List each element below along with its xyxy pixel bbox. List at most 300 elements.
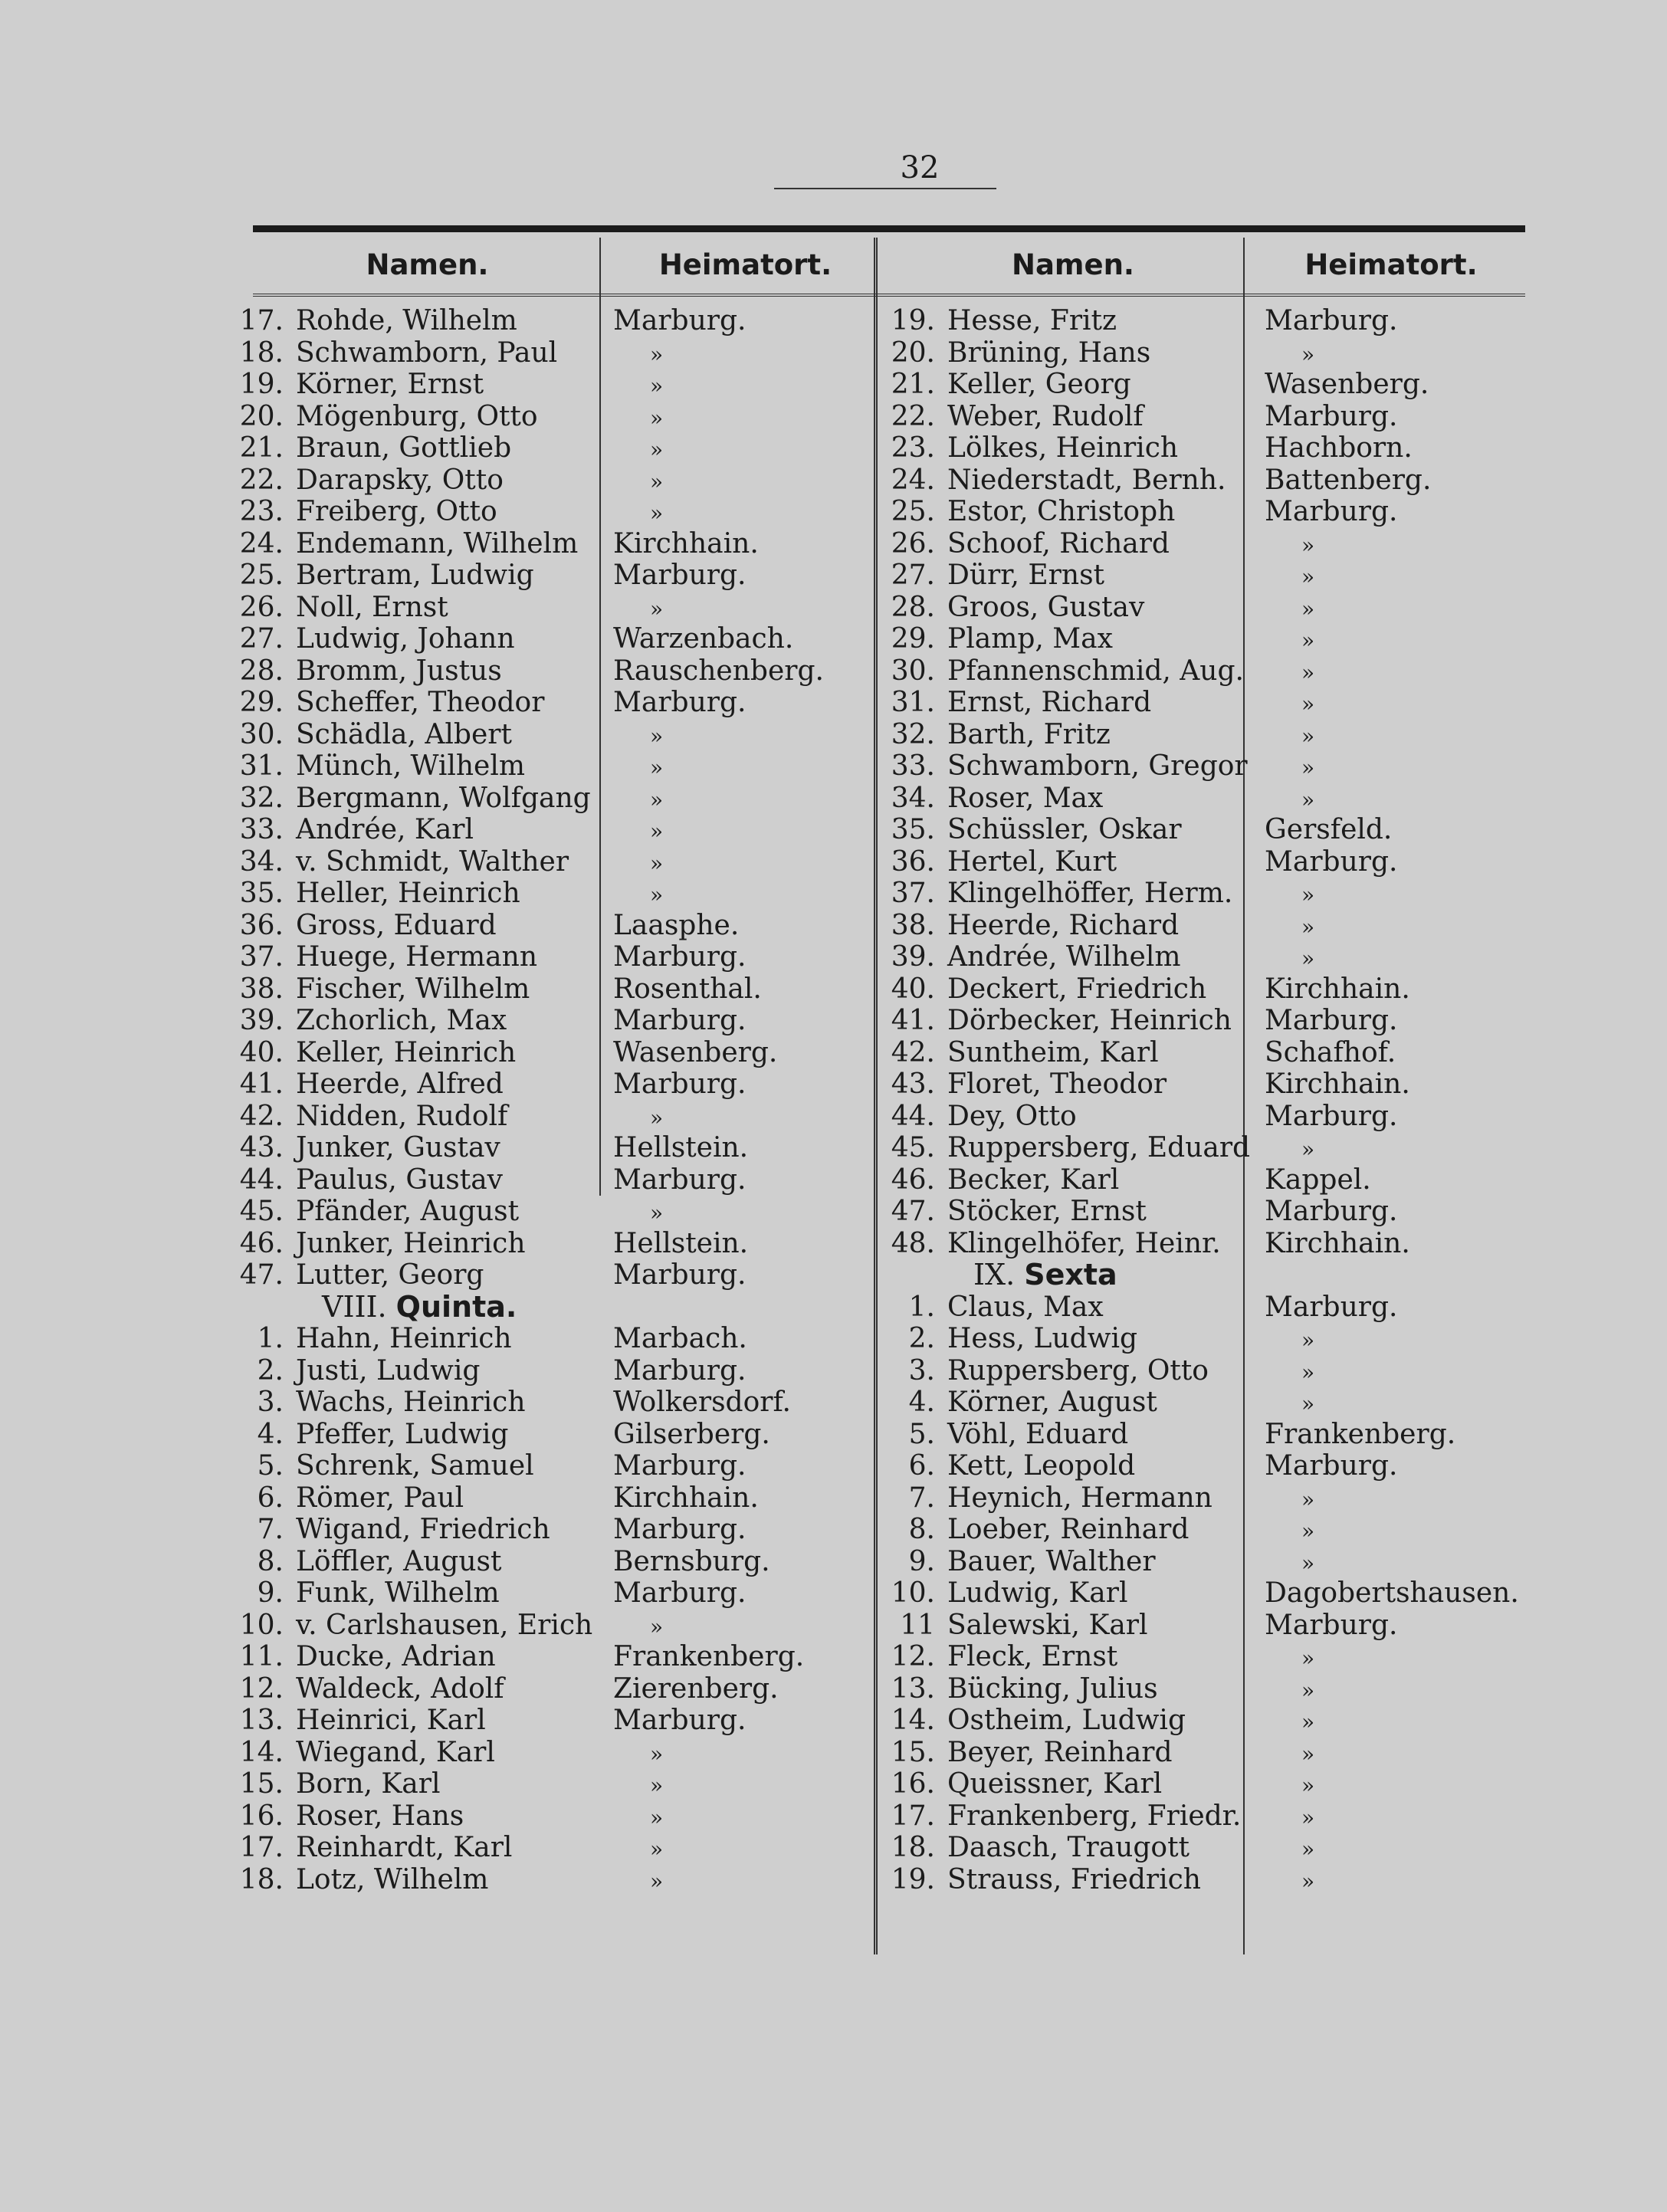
column-divider	[1243, 238, 1245, 1954]
place-cell	[613, 1737, 870, 1769]
row-number: 43.	[891, 1068, 935, 1100]
row-number: 42.	[239, 1100, 284, 1132]
student-name: Heerde, Richard	[947, 909, 1180, 941]
table-row	[230, 1832, 598, 1864]
table-row	[881, 560, 1242, 592]
row-number: 36.	[239, 909, 284, 941]
table-row	[230, 1101, 598, 1133]
row-number: 17.	[239, 1832, 284, 1863]
row-number: 8.	[908, 1514, 935, 1545]
student-name: Heerde, Alfred	[296, 1068, 504, 1100]
row-number: 9.	[257, 1577, 284, 1609]
student-name: Schüssler, Oskar	[947, 814, 1182, 845]
student-name: Braun, Gottlieb	[296, 432, 512, 464]
student-name: v. Carlshausen, Erich	[296, 1609, 593, 1641]
place-cell	[1265, 369, 1525, 401]
hometown: Wasenberg.	[613, 1036, 778, 1068]
table-row	[230, 846, 598, 878]
ditto-mark: »	[650, 596, 664, 622]
row-number: 39.	[239, 1005, 284, 1036]
hometown: Marburg.	[1265, 1005, 1398, 1036]
hometown: Marburg.	[613, 1514, 747, 1545]
table-row	[881, 878, 1242, 910]
row-number: 14.	[239, 1736, 284, 1768]
row-number: 33.	[891, 750, 935, 782]
table-row	[881, 1387, 1242, 1419]
hometown: Kirchhain.	[613, 527, 759, 560]
student-name: Bertram, Ludwig	[296, 560, 534, 591]
place-cell	[1265, 1291, 1525, 1324]
ditto-mark: »	[1301, 532, 1315, 558]
ditto-mark: »	[650, 786, 664, 812]
row-number: 5.	[257, 1450, 284, 1482]
table-row	[881, 592, 1242, 624]
table-row	[230, 560, 598, 592]
place-cell	[613, 1259, 870, 1291]
table-row	[230, 1450, 598, 1482]
ditto-mark: »	[650, 437, 664, 462]
place-cell	[613, 1577, 870, 1610]
section-number: VIII.	[322, 1289, 396, 1324]
hometown: Warzenbach.	[613, 623, 794, 655]
student-name: Klingelhöffer, Herm.	[947, 878, 1233, 909]
student-name: Hertel, Kurt	[947, 845, 1117, 878]
row-number: 48.	[891, 1227, 935, 1259]
ditto-mark: »	[1301, 1709, 1315, 1734]
header-home-left: Heimatort.	[658, 248, 832, 281]
hometown: Frankenberg.	[1265, 1418, 1456, 1450]
table-row	[230, 623, 598, 655]
hometown: Hachborn.	[1265, 432, 1413, 464]
hometown: Marburg.	[613, 1068, 747, 1100]
row-number: 37.	[891, 878, 935, 909]
center-double-divider	[874, 238, 878, 1954]
hometown: Dagobertshausen.	[1265, 1577, 1519, 1609]
place-cell	[613, 1228, 870, 1260]
place-cell	[1265, 1228, 1525, 1260]
student-name: Loeber, Reinhard	[947, 1514, 1190, 1545]
hometown: Marburg.	[1265, 1450, 1398, 1482]
place-cell	[613, 941, 870, 973]
row-number: 15.	[239, 1768, 284, 1800]
table-row	[881, 623, 1242, 655]
row-number: 4.	[257, 1418, 284, 1450]
hometown: Rauschenberg.	[613, 655, 824, 687]
place-cell	[1265, 1864, 1525, 1896]
student-name: Schrenk, Samuel	[296, 1450, 534, 1482]
table-row	[230, 369, 598, 401]
row-number: 20.	[891, 336, 935, 369]
place-cell	[613, 910, 870, 942]
row-number: 3.	[908, 1354, 935, 1387]
row-number: 43.	[239, 1132, 284, 1163]
hometown: Marburg.	[613, 687, 747, 718]
ditto-mark: »	[650, 882, 664, 907]
hometown: Kirchhain.	[1265, 973, 1410, 1005]
hometown: Marburg.	[613, 1163, 747, 1196]
student-name: Bromm, Justus	[296, 655, 502, 687]
place-cell	[1265, 1132, 1525, 1164]
place-cell	[613, 1832, 870, 1864]
place-cell	[613, 560, 870, 592]
row-number: 32.	[891, 718, 935, 750]
row-number: 7.	[257, 1514, 284, 1545]
row-number: 10.	[891, 1577, 935, 1609]
student-name: Frankenberg, Friedr.	[947, 1800, 1242, 1832]
table-row	[230, 878, 598, 910]
row-number: 23.	[239, 496, 284, 527]
ditto-mark: »	[1301, 1646, 1315, 1671]
hometown: Bernsburg.	[613, 1545, 770, 1577]
row-number: 6.	[908, 1450, 935, 1482]
left-name-column	[230, 305, 598, 1895]
place-cell	[1265, 1164, 1525, 1196]
student-name: Bergmann, Wolfgang	[296, 782, 591, 814]
place-cell	[613, 1132, 870, 1164]
place-cell	[613, 973, 870, 1006]
hometown: Marburg.	[1265, 305, 1398, 336]
table-row	[230, 1068, 598, 1101]
row-number: 21.	[891, 369, 935, 400]
place-cell	[613, 687, 870, 719]
ditto-mark: »	[650, 373, 664, 399]
row-number: 19.	[891, 1863, 935, 1895]
ditto-mark: »	[1301, 564, 1315, 589]
row-number: 29.	[891, 623, 935, 655]
student-name: Andrée, Karl	[296, 814, 474, 845]
ditto-mark: »	[1301, 1486, 1315, 1512]
place-cell	[613, 1482, 870, 1515]
hometown: Frankenberg.	[613, 1641, 805, 1672]
student-name: Hesse, Fritz	[947, 305, 1117, 336]
student-name: Römer, Paul	[296, 1482, 464, 1514]
table-row	[881, 687, 1242, 719]
student-name: Keller, Georg	[947, 369, 1131, 400]
place-cell	[613, 846, 870, 878]
student-name: Hahn, Heinrich	[296, 1323, 512, 1354]
place-cell	[613, 305, 870, 337]
table-row	[230, 432, 598, 464]
place-cell	[1265, 1610, 1525, 1642]
student-name: Dey, Otto	[947, 1100, 1077, 1132]
student-name: Claus, Max	[947, 1291, 1104, 1323]
row-number: 8.	[257, 1545, 284, 1577]
section-title: Sexta	[1024, 1258, 1117, 1291]
table-row	[230, 1864, 598, 1896]
place-cell	[1265, 1737, 1525, 1769]
student-name: Ostheim, Ludwig	[947, 1705, 1186, 1736]
table-row	[230, 1610, 598, 1642]
place-cell	[613, 1610, 870, 1642]
student-name: Schwamborn, Paul	[296, 336, 558, 369]
ditto-mark: »	[1301, 596, 1315, 622]
ditto-mark: »	[1301, 1137, 1315, 1162]
table-row	[230, 719, 598, 751]
place-cell	[613, 719, 870, 751]
ditto-mark: »	[650, 1804, 664, 1830]
place-cell	[1265, 1068, 1525, 1101]
table-row	[881, 1482, 1242, 1515]
row-number: 23.	[891, 432, 935, 464]
hometown: Marburg.	[613, 1705, 747, 1736]
row-number: 41.	[891, 1005, 935, 1036]
table-row	[230, 464, 598, 497]
hometown: Marburg.	[1265, 496, 1398, 527]
place-cell	[1265, 1196, 1525, 1228]
table-row	[881, 1196, 1242, 1228]
row-number: 1.	[908, 1291, 935, 1323]
table-row	[881, 305, 1242, 337]
table-row	[881, 432, 1242, 464]
place-cell	[613, 528, 870, 560]
student-name: Funk, Wilhelm	[296, 1577, 500, 1609]
table-row	[881, 1450, 1242, 1482]
place-cell	[613, 496, 870, 528]
row-number: 20.	[239, 400, 284, 432]
place-cell	[613, 783, 870, 815]
student-name: Ruppersberg, Otto	[947, 1354, 1209, 1387]
place-cell	[1265, 623, 1525, 655]
table-row	[230, 305, 598, 337]
row-number: 19.	[891, 305, 935, 336]
student-name: Münch, Wilhelm	[296, 750, 526, 782]
table-row	[881, 1355, 1242, 1387]
place-cell	[613, 1705, 870, 1737]
row-number: 5.	[908, 1418, 935, 1450]
row-number: 46.	[891, 1163, 935, 1196]
table-row	[881, 783, 1242, 815]
student-name: Pfeffer, Ludwig	[296, 1418, 509, 1450]
student-name: Junker, Gustav	[296, 1132, 500, 1163]
place-cell	[1265, 464, 1525, 497]
place-cell	[1265, 1037, 1525, 1069]
place-cell	[1265, 1419, 1525, 1451]
place-cell	[1265, 1768, 1525, 1800]
ditto-mark: »	[1301, 1550, 1315, 1576]
student-name: Freiberg, Otto	[296, 496, 497, 527]
row-number: 28.	[891, 591, 935, 623]
row-number: 1.	[257, 1323, 284, 1354]
student-name: Beyer, Reinhard	[947, 1736, 1173, 1768]
table-row	[881, 337, 1242, 369]
student-name: Bücking, Julius	[947, 1672, 1158, 1705]
left-place-column	[613, 305, 870, 1895]
table-row	[881, 910, 1242, 942]
table-row	[881, 1037, 1242, 1069]
student-name: Lotz, Wilhelm	[296, 1863, 489, 1895]
hometown: Marburg.	[613, 1259, 747, 1291]
student-name: Becker, Karl	[947, 1163, 1120, 1196]
row-number: 13.	[239, 1705, 284, 1736]
row-number: 17.	[891, 1800, 935, 1832]
row-number: 2.	[257, 1354, 284, 1387]
ditto-mark: »	[1301, 341, 1315, 367]
table-row	[230, 783, 598, 815]
row-number: 3.	[257, 1387, 284, 1418]
ditto-mark: »	[1301, 946, 1315, 971]
hometown: Kirchhain.	[1265, 1068, 1410, 1100]
ditto-mark: »	[1301, 1677, 1315, 1703]
student-name: Roser, Hans	[296, 1800, 464, 1832]
place-cell	[1265, 1450, 1525, 1482]
table-row	[881, 1132, 1251, 1164]
place-cell	[613, 1101, 870, 1133]
section-title: Quinta.	[395, 1289, 517, 1324]
row-number: 10.	[239, 1609, 284, 1641]
row-number: 11	[900, 1609, 935, 1641]
table-row	[230, 496, 598, 528]
row-number: 24.	[239, 527, 284, 560]
section-heading	[881, 1259, 1242, 1291]
ditto-mark: »	[650, 341, 664, 367]
student-name: Lutter, Georg	[296, 1259, 484, 1291]
hometown: Marburg.	[613, 305, 747, 336]
student-name: Fleck, Ernst	[947, 1641, 1118, 1672]
table-row	[881, 1864, 1242, 1896]
row-number: 46.	[239, 1227, 284, 1259]
place-cell	[1265, 910, 1525, 942]
student-name: Rohde, Wilhelm	[296, 305, 517, 336]
ditto-mark: »	[650, 468, 664, 494]
student-name: Endemann, Wilhelm	[296, 527, 579, 560]
table-row	[230, 1546, 598, 1578]
header-home-right: Heimatort.	[1304, 248, 1478, 281]
ditto-mark: »	[650, 1741, 664, 1767]
ditto-mark: »	[1301, 1328, 1315, 1353]
table-row	[230, 592, 598, 624]
row-number: 42.	[891, 1036, 935, 1068]
table-row	[230, 1037, 598, 1069]
ditto-mark: »	[1301, 1804, 1315, 1830]
student-name: Hess, Ludwig	[947, 1323, 1138, 1354]
ditto-mark: »	[1301, 1868, 1315, 1894]
hometown: Marburg.	[1265, 1609, 1398, 1641]
ditto-mark: »	[1301, 1773, 1315, 1798]
row-number: 34.	[239, 845, 284, 878]
hometown: Marburg.	[1265, 1291, 1398, 1323]
row-number: 47.	[239, 1259, 284, 1291]
header-name-right: Namen.	[1012, 248, 1134, 281]
student-name: Schädla, Albert	[296, 718, 512, 750]
table-row	[881, 369, 1242, 401]
place-cell	[1265, 750, 1525, 783]
section-number: IX.	[973, 1258, 1025, 1291]
row-number: 31.	[891, 687, 935, 718]
student-name: Pfänder, August	[296, 1196, 520, 1227]
hometown: Marburg.	[613, 1005, 747, 1036]
student-name: Heller, Heinrich	[296, 878, 520, 909]
place-cell	[1265, 1800, 1525, 1833]
table-row	[881, 528, 1242, 560]
table-row	[230, 1482, 598, 1515]
table-row	[881, 941, 1242, 973]
ditto-mark: »	[650, 1836, 664, 1862]
table-row	[881, 750, 1248, 783]
table-row	[881, 1323, 1242, 1355]
ditto-mark: »	[650, 1200, 664, 1226]
student-name: Fischer, Wilhelm	[296, 973, 530, 1005]
table-row	[881, 1546, 1242, 1578]
place-cell	[1265, 1005, 1525, 1037]
place-cell	[1265, 1705, 1525, 1737]
table-row	[230, 1737, 598, 1769]
row-number: 41.	[239, 1068, 284, 1100]
student-name: Niederstadt, Bernh.	[947, 464, 1226, 496]
ditto-mark: »	[1301, 882, 1315, 907]
student-name: Mögenburg, Otto	[296, 400, 538, 432]
place-cell	[1265, 1387, 1525, 1419]
student-name: v. Schmidt, Walther	[296, 845, 569, 878]
row-number: 26.	[891, 527, 935, 560]
place-cell	[613, 878, 870, 910]
row-number: 40.	[891, 973, 935, 1005]
table-row	[881, 1164, 1242, 1196]
table-row	[881, 1005, 1242, 1037]
table-row	[230, 655, 598, 688]
row-number: 12.	[891, 1641, 935, 1672]
student-name: Ernst, Richard	[947, 687, 1152, 718]
table-row	[230, 1768, 598, 1800]
student-name: Groos, Gustav	[947, 591, 1145, 623]
row-number: 22.	[239, 464, 284, 496]
student-name: Löffler, August	[296, 1545, 502, 1577]
student-name: Schwamborn, Gregor	[947, 750, 1248, 782]
student-name: Nidden, Rudolf	[296, 1100, 508, 1132]
place-cell	[613, 1196, 870, 1228]
place-cell	[613, 464, 870, 497]
student-name: Salewski, Karl	[947, 1609, 1148, 1641]
place-cell	[1265, 1577, 1525, 1610]
ditto-mark: »	[1301, 1741, 1315, 1767]
place-cell	[613, 623, 870, 655]
table-row	[230, 337, 598, 369]
section-heading	[230, 1291, 598, 1324]
row-number: 24.	[891, 464, 935, 496]
student-name: Floret, Theodor	[947, 1068, 1167, 1100]
page-number-rule	[774, 188, 996, 189]
student-name: Zchorlich, Max	[296, 1005, 507, 1036]
hometown: Hellstein.	[613, 1132, 749, 1163]
student-name: Queissner, Karl	[947, 1768, 1163, 1800]
place-cell	[613, 1005, 870, 1037]
student-name: Daasch, Traugott	[947, 1832, 1190, 1863]
ditto-mark: »	[650, 1868, 664, 1894]
hometown: Wasenberg.	[1265, 369, 1429, 400]
row-number: 30.	[891, 655, 935, 687]
table-row	[230, 750, 598, 783]
ditto-mark: »	[650, 500, 664, 526]
table-row	[230, 401, 598, 433]
hometown: Kirchhain.	[613, 1482, 759, 1514]
ditto-mark: »	[650, 1104, 664, 1131]
table-row	[230, 1800, 598, 1833]
page-number: 32	[900, 150, 940, 185]
hometown: Kirchhain.	[1265, 1227, 1410, 1259]
ditto-mark: »	[1301, 914, 1315, 940]
student-name: Barth, Fritz	[947, 718, 1111, 750]
hometown: Marburg.	[613, 560, 747, 591]
student-name: Pfannenschmid, Aug.	[947, 655, 1244, 687]
place-cell	[1265, 783, 1525, 815]
place-cell	[613, 337, 870, 369]
row-number: 34.	[891, 782, 935, 814]
place-cell	[1265, 432, 1525, 464]
hometown: Schafhof.	[1265, 1036, 1396, 1068]
place-cell	[613, 1514, 870, 1546]
section-spacer	[1265, 1259, 1525, 1291]
table-row	[230, 1514, 598, 1546]
place-cell	[613, 1450, 870, 1482]
